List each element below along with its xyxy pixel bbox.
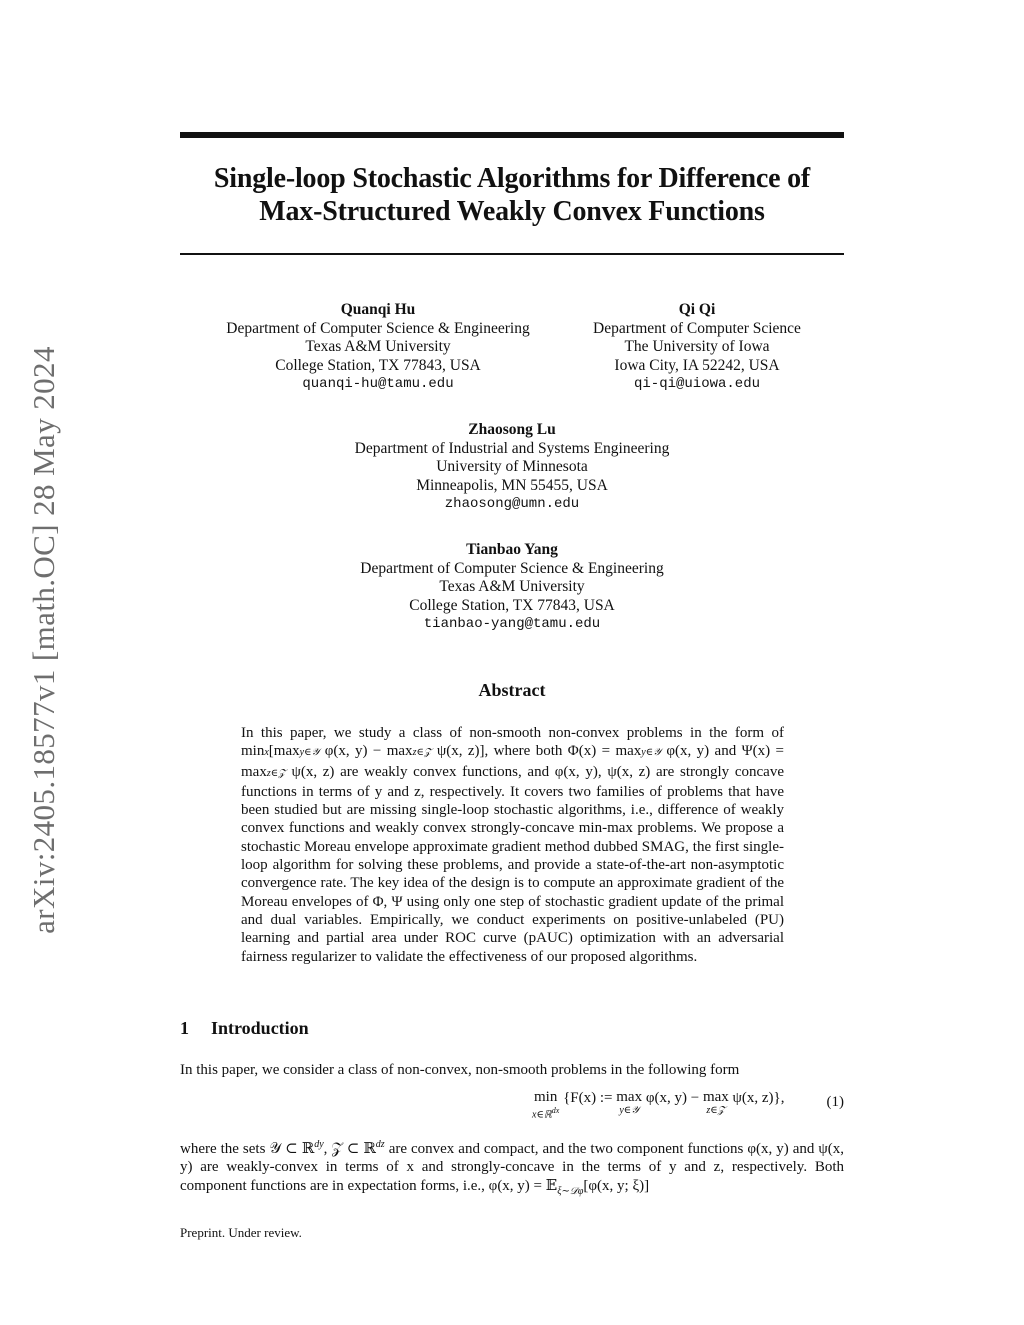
author-dept: Department of Industrial and Systems Engineering [354,439,670,457]
intro-paragraph: where the sets 𝒴 ⊂ ℝ$^{dy}$, 𝒵 ⊂ ℝ$^{dz}$ are convex and compact, and the two component functions φ(x, y) and ψ(x, y) are weakly-convex in terms of x and strongly-concave in the terms of y and z, respectively. Both component functions are in expectation forms, i.e., φ(x, y) = 𝔼$_{\xi\sim 𝒟\varphi}$[φ(x, y; ξ)] [180,1139,844,1197]
author-email[interactable]: quanqi-hu@tamu.edu [302,376,454,392]
author-block [312,541,712,634]
author-block [576,301,818,394]
intro-paragraph: In this paper, we consider a class of non-convex, non-smooth problems in the following form [180,1062,740,1078]
author-univ: Texas A&M University [439,578,585,595]
author-email[interactable]: zhaosong@umn.edu [444,496,580,512]
section-number: 1 [180,1018,189,1038]
equation-number: (1) [826,1094,844,1110]
arxiv-id-text: arXiv:2405.18577v1 [math.OC] 28 May 2024 [26,346,61,934]
author-name: Qi Qi [678,301,716,318]
author-name: Zhaosong Lu [468,421,556,438]
abstract-text: [max [268,743,300,760]
min-operator: min x∈ℝ$^{dx}$ [532,1089,560,1121]
equation-open: {F(x) := [563,1090,617,1106]
subscript-z: z∈𝒵 [412,747,432,759]
author-dept: Department of Computer Science [593,319,801,337]
author-name: Quanqi Hu [340,301,416,318]
abstract-text: ψ(x, z)], where both Φ(x) = max [436,743,642,760]
title-top-rule [180,132,844,138]
author-city: College Station, TX 77843, USA [275,356,481,374]
section-heading [180,1018,309,1039]
equation-end: ψ(x, z)}, [732,1090,785,1106]
author-dept: Department of Computer Science & Engineering [360,559,664,577]
subscript-x: x [264,747,269,759]
max-operator: max z∈𝒵 [702,1089,729,1116]
abstract-text: ψ(x, z) are weakly convex functions, and φ(x, y), ψ(x, z) are strongly concave functions in terms of y and z, respectively. It covers two families of problems that have been studied but are missing single-loop stochastic algorithms, i.e., difference of weakly convex functions and weakly convex strongly-concave min-max problems. We propose a stochastic Moreau envelope approximate gradient method dubbed SMAG, the first single-loop algorithm for solving these problems, and provide a state-of-the-art non-asymptotic convergence rate. The key idea of the design is to compute an approximate gradient of the Moreau envelopes of Φ, Ψ using only one step of stochastic gradient update of the primal and dual variables. Empirically, we conduct experiments on positive-unlabeled (PU) learning and partial area under ROC curve (pAUC) optimization with an adversarial fairness regularizer to validate the effectiveness of our proposed algorithms. [241,763,784,965]
author-dept: Department of Computer Science & Engineering [226,319,530,337]
equation-mid: φ(x, y) − [645,1090,703,1106]
preprint-footer: Preprint. Under review. [180,1225,302,1240]
author-univ: University of Minnesota [436,458,588,475]
section-title: Introduction [211,1018,309,1038]
subscript-y: y∈𝒴 [641,747,661,759]
author-email[interactable]: qi-qi@uiowa.edu [633,376,761,392]
abstract-heading: Abstract [478,680,546,700]
author-name: Tianbao Yang [466,541,558,558]
author-city: College Station, TX 77843, USA [409,596,615,614]
author-email[interactable]: tianbao-yang@tamu.edu [423,616,601,632]
title-bottom-rule [180,253,844,255]
equation-body [532,1090,785,1120]
subscript-z: z∈𝒵 [266,767,286,779]
author-univ: Texas A&M University [305,338,451,355]
author-city: Minneapolis, MN 55455, USA [416,476,608,494]
paper-title: Single-loop Stochastic Algorithms for Difference of Max-Structured Weakly Convex Functions [213,163,811,227]
abstract-text: φ(x, y) − max [324,743,413,760]
author-block [214,301,542,394]
abstract-body [241,724,784,966]
subscript-y: y∈𝒴 [299,747,320,759]
equation-1 [180,1090,844,1124]
author-block [312,421,712,514]
abstract-text: φ(x, y) and Ψ(x) = max [241,743,784,780]
author-univ: The University of Iowa [624,338,770,355]
abstract-text: In this paper, we study a class of non-smooth non-convex problems in the form of min [241,725,784,760]
max-operator: max y∈𝒴 [616,1089,643,1116]
author-city: Iowa City, IA 52242, USA [614,356,780,374]
